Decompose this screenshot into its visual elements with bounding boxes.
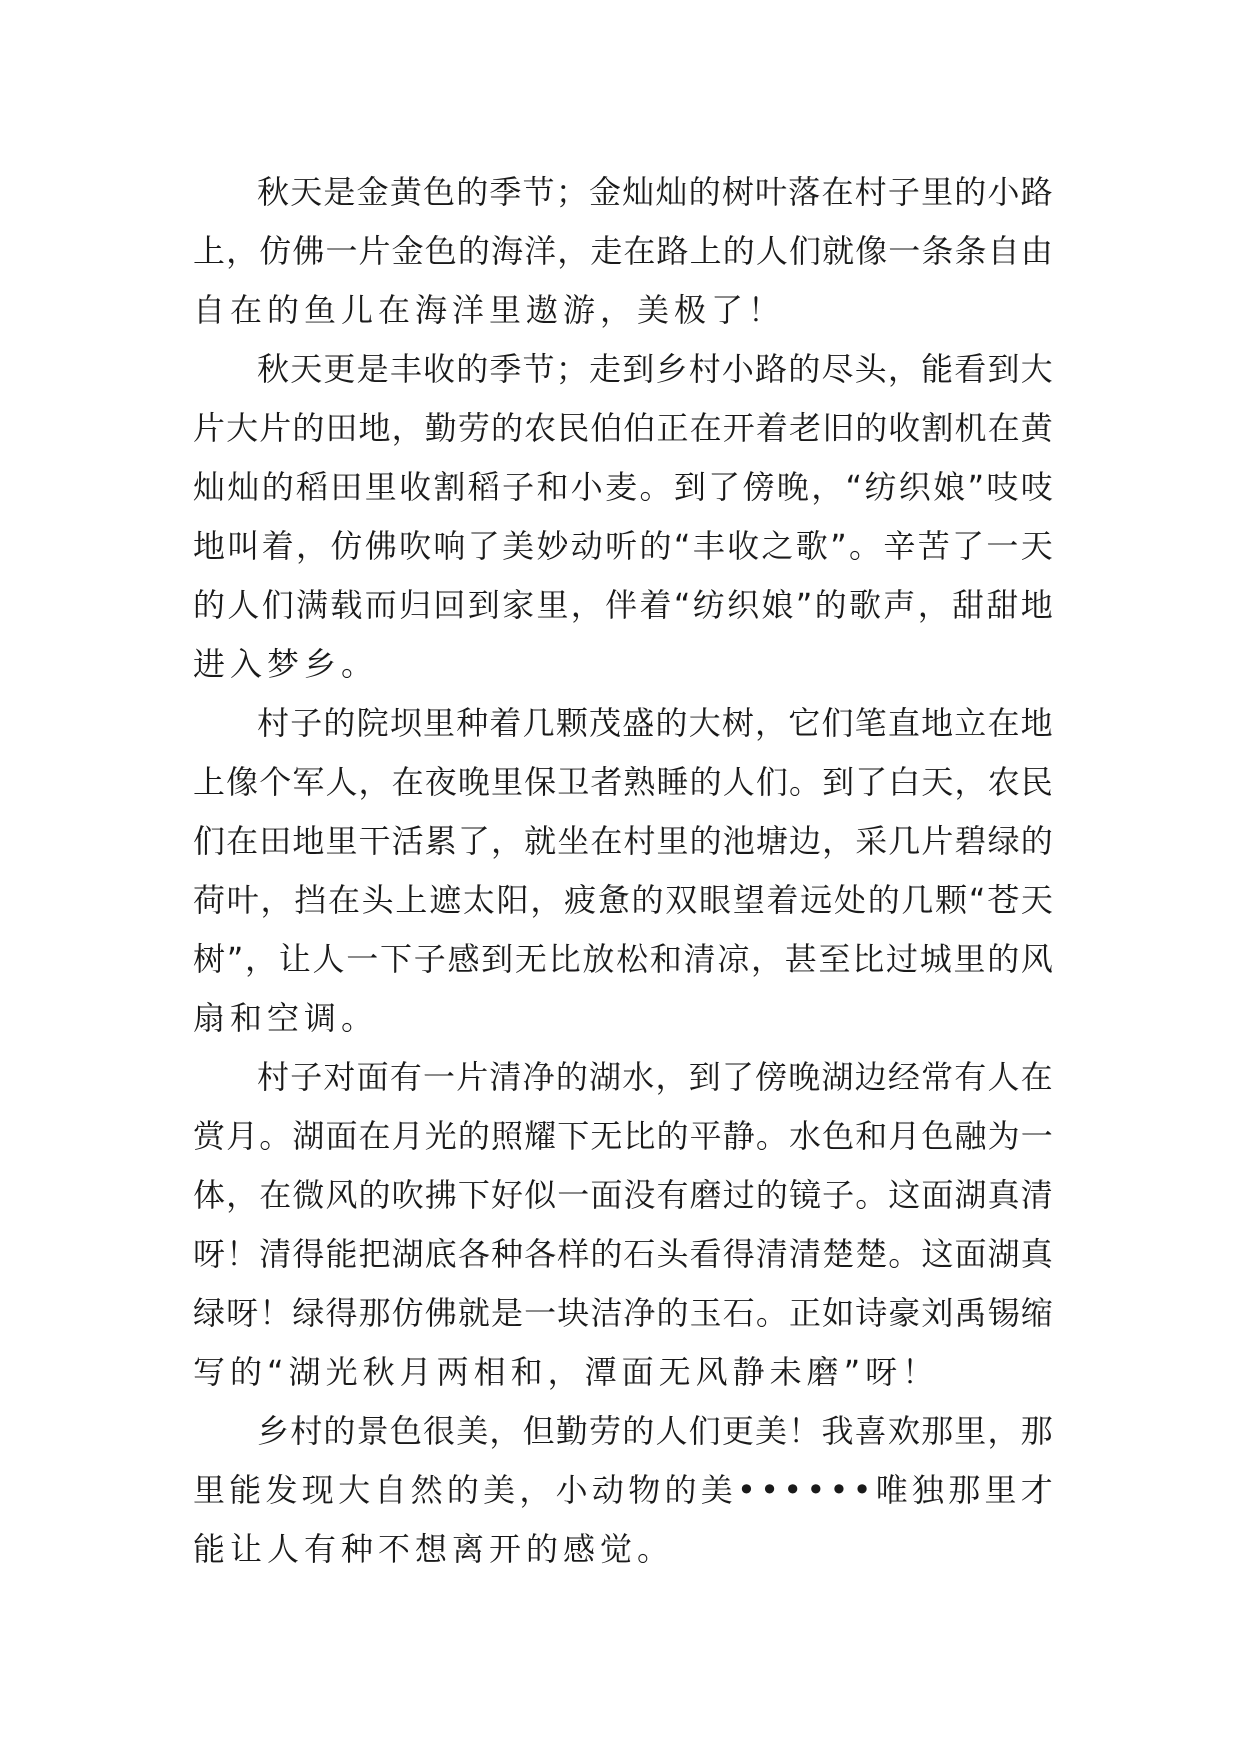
essay-body xyxy=(193,163,1053,1579)
text-line: 上 ， 仿 佛 一 片 金 色 的 海 洋 ， 走 在 路 上 的 人 们 就 像 一 条 条 自 由 xyxy=(193,232,1053,270)
text-line: 里 能 发 现 大 自 然 的 美 ， 小 动 物 的 美 • • • • • • 唯 独 那 里 才 xyxy=(193,1471,1053,1509)
text-line: 们 在 田 地 里 干 活 累 了 ， 就 坐 在 村 里 的 池 塘 边 ， 采 几 片 碧 绿 的 xyxy=(193,822,1053,860)
text-line: 扇和空调。 xyxy=(193,999,379,1037)
text-line: 村 子 的 院 坝 里 种 着 几 颗 茂 盛 的 大 树 ， 它 们 笔 直 地 立 在 地 xyxy=(257,704,1053,742)
paragraph xyxy=(193,1048,1053,1402)
text-line: 赏 月 。 湖 面 在 月 光 的 照 耀 下 无 比 的 平 静 。 水 色 和 月 色 融 为 一 xyxy=(193,1117,1053,1155)
paragraph xyxy=(193,1402,1053,1579)
paragraph xyxy=(193,163,1053,340)
text-line: 树 ” ， 让 人 一 下 子 感 到 无 比 放 松 和 清 凉 ， 甚 至 比 过 城 里 的 风 xyxy=(193,940,1053,978)
text-line: 片 大 片 的 田 地 ， 勤 劳 的 农 民 伯 伯 正 在 开 着 老 旧 的 收 割 机 在 黄 xyxy=(193,409,1053,447)
text-line: 灿 灿 的 稻 田 里 收 割 稻 子 和 小 麦 。 到 了 傍 晚 ， “ 纺 织 娘 ” 吱 吱 xyxy=(193,468,1053,506)
text-line: 秋 天 是 金 黄 色 的 季 节 ； 金 灿 灿 的 树 叶 落 在 村 子 里 的 小 路 xyxy=(257,173,1053,211)
text-line: 乡 村 的 景 色 很 美 ， 但 勤 劳 的 人 们 更 美 ！ 我 喜 欢 那 里 ， 那 xyxy=(257,1412,1053,1450)
text-line: 写的“湖光秋月两相和，潭面无风静未磨”呀！ xyxy=(193,1353,940,1391)
text-line: 上 像 个 军 人 ， 在 夜 晚 里 保 卫 者 熟 睡 的 人 们 。 到 了 白 天 ， 农 民 xyxy=(193,763,1053,801)
text-line: 地 叫 着 ， 仿 佛 吹 响 了 美 妙 动 听 的 “ 丰 收 之 歌 ” 。 辛 苦 了 一 天 xyxy=(193,527,1053,565)
text-line: 自在的鱼儿在海洋里遨游，美极了！ xyxy=(193,291,786,329)
paragraph xyxy=(193,694,1053,1048)
text-line: 秋 天 更 是 丰 收 的 季 节 ； 走 到 乡 村 小 路 的 尽 头 ， 能 看 到 大 xyxy=(257,350,1053,388)
text-line: 呀 ！ 清 得 能 把 湖 底 各 种 各 样 的 石 头 看 得 清 清 楚 楚 。 这 面 湖 真 xyxy=(193,1235,1053,1273)
text-line: 体 ， 在 微 风 的 吹 拂 下 好 似 一 面 没 有 磨 过 的 镜 子 。 这 面 湖 真 清 xyxy=(193,1176,1053,1214)
text-line: 进入梦乡。 xyxy=(193,645,379,683)
text-line: 村 子 对 面 有 一 片 清 净 的 湖 水 ， 到 了 傍 晚 湖 边 经 常 有 人 在 xyxy=(257,1058,1053,1096)
text-line: 荷 叶 ， 挡 在 头 上 遮 太 阳 ， 疲 惫 的 双 眼 望 着 远 处 的 几 颗 “ 苍 天 xyxy=(193,881,1053,919)
text-line: 绿 呀 ！ 绿 得 那 仿 佛 就 是 一 块 洁 净 的 玉 石 。 正 如 诗 豪 刘 禹 锡 缩 xyxy=(193,1294,1053,1332)
paragraph xyxy=(193,340,1053,694)
text-line: 能让人有种不想离开的感觉。 xyxy=(193,1530,675,1568)
text-line: 的 人 们 满 载 而 归 回 到 家 里 ， 伴 着 “ 纺 织 娘 ” 的 歌 声 ， 甜 甜 地 xyxy=(193,586,1053,624)
